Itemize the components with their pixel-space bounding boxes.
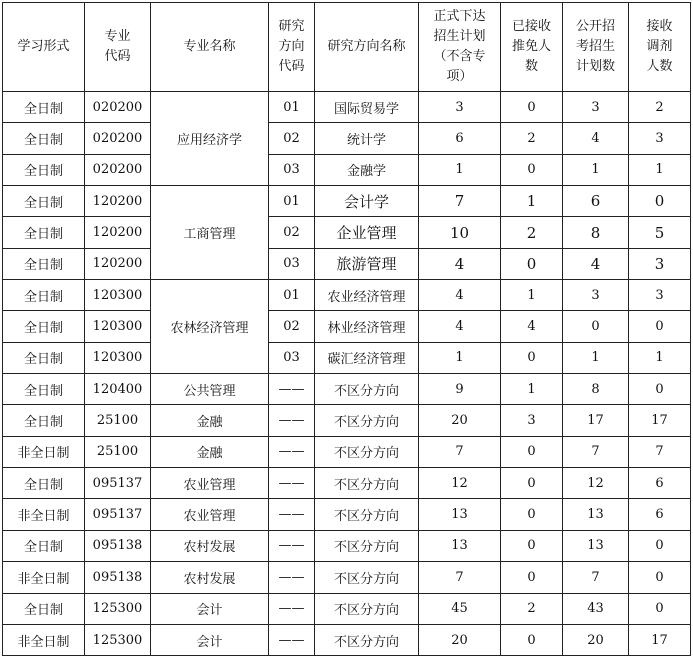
cell-exam-plan: 13 [563, 499, 629, 530]
table-row [3, 593, 691, 624]
table-row [3, 154, 691, 185]
cell-direction-code: 01 [269, 280, 315, 311]
cell-study-form: 全日制 [3, 593, 85, 624]
header-major-code: 专业 代码 [85, 3, 151, 92]
cell-adjustment: 3 [629, 280, 691, 311]
table-row [3, 436, 691, 467]
cell-major-name: 农业管理 [151, 499, 269, 530]
cell-direction-code: 03 [269, 248, 315, 279]
cell-direction-code: —— [269, 374, 315, 405]
cell-study-form: 全日制 [3, 217, 85, 248]
cell-direction-name: 旅游管理 [315, 248, 419, 279]
cell-major-name: 工商管理 [151, 186, 269, 280]
cell-official-plan: 7 [419, 186, 501, 217]
cell-official-plan: 7 [419, 436, 501, 467]
cell-direction-name: 统计学 [315, 123, 419, 154]
cell-major-code: 020200 [85, 92, 151, 123]
cell-adjustment: 5 [629, 217, 691, 248]
table-row [3, 530, 691, 561]
cell-exam-plan: 1 [563, 342, 629, 373]
cell-major-name: 应用经济学 [151, 92, 269, 186]
cell-exam-plan: 7 [563, 562, 629, 593]
cell-study-form: 全日制 [3, 374, 85, 405]
table-row [3, 311, 691, 342]
cell-official-plan: 9 [419, 374, 501, 405]
header-major-name: 专业名称 [151, 3, 269, 92]
cell-exam-plan: 4 [563, 248, 629, 279]
cell-recommended: 0 [501, 154, 563, 185]
table-row [3, 405, 691, 436]
cell-adjustment: 17 [629, 405, 691, 436]
cell-official-plan: 20 [419, 624, 501, 655]
cell-official-plan: 45 [419, 593, 501, 624]
cell-study-form: 非全日制 [3, 562, 85, 593]
cell-direction-code: —— [269, 530, 315, 561]
cell-study-form: 全日制 [3, 92, 85, 123]
cell-major-name: 会计 [151, 593, 269, 624]
cell-adjustment: 1 [629, 154, 691, 185]
cell-major-code: 095138 [85, 530, 151, 561]
cell-official-plan: 3 [419, 92, 501, 123]
cell-direction-name: 不区分方向 [315, 593, 419, 624]
cell-direction-code: 02 [269, 123, 315, 154]
cell-direction-name: 国际贸易学 [315, 92, 419, 123]
cell-major-code: 25100 [85, 436, 151, 467]
cell-study-form: 全日制 [3, 154, 85, 185]
cell-exam-plan: 43 [563, 593, 629, 624]
cell-major-code: 020200 [85, 154, 151, 185]
cell-direction-name: 不区分方向 [315, 468, 419, 499]
cell-adjustment: 1 [629, 342, 691, 373]
cell-recommended: 0 [501, 468, 563, 499]
header-exam-plan: 公开招 考招生 计划数 [563, 3, 629, 92]
cell-recommended: 0 [501, 342, 563, 373]
cell-adjustment: 3 [629, 123, 691, 154]
cell-study-form: 非全日制 [3, 624, 85, 655]
cell-official-plan: 4 [419, 311, 501, 342]
table-row [3, 562, 691, 593]
cell-direction-name: 碳汇经济管理 [315, 342, 419, 373]
cell-study-form: 全日制 [3, 280, 85, 311]
cell-direction-name: 不区分方向 [315, 436, 419, 467]
cell-major-name: 金融 [151, 436, 269, 467]
cell-direction-name: 不区分方向 [315, 562, 419, 593]
cell-adjustment: 3 [629, 248, 691, 279]
cell-major-code: 020200 [85, 123, 151, 154]
cell-adjustment: 0 [629, 311, 691, 342]
cell-study-form: 非全日制 [3, 499, 85, 530]
cell-exam-plan: 17 [563, 405, 629, 436]
cell-recommended: 4 [501, 311, 563, 342]
cell-official-plan: 1 [419, 154, 501, 185]
cell-exam-plan: 3 [563, 280, 629, 311]
cell-major-code: 120400 [85, 374, 151, 405]
cell-major-name: 农村发展 [151, 562, 269, 593]
cell-direction-name: 金融学 [315, 154, 419, 185]
cell-direction-code: 02 [269, 217, 315, 248]
table-row [3, 468, 691, 499]
cell-recommended: 0 [501, 562, 563, 593]
cell-recommended: 0 [501, 530, 563, 561]
cell-exam-plan: 8 [563, 217, 629, 248]
cell-study-form: 非全日制 [3, 436, 85, 467]
cell-major-name: 会计 [151, 624, 269, 655]
cell-exam-plan: 3 [563, 92, 629, 123]
cell-exam-plan: 1 [563, 154, 629, 185]
table-row [3, 374, 691, 405]
cell-study-form: 全日制 [3, 123, 85, 154]
cell-official-plan: 4 [419, 280, 501, 311]
cell-recommended: 0 [501, 624, 563, 655]
cell-direction-code: —— [269, 624, 315, 655]
cell-official-plan: 6 [419, 123, 501, 154]
cell-direction-code: —— [269, 468, 315, 499]
cell-official-plan: 13 [419, 530, 501, 561]
cell-direction-name: 不区分方向 [315, 624, 419, 655]
cell-major-code: 125300 [85, 593, 151, 624]
cell-adjustment: 7 [629, 436, 691, 467]
cell-major-name: 农村发展 [151, 530, 269, 561]
table-row [3, 186, 691, 217]
header-recommended: 已接收 推免人 数 [501, 3, 563, 92]
cell-direction-code: —— [269, 436, 315, 467]
header-direction-code: 研究 方向 代码 [269, 3, 315, 92]
cell-exam-plan: 13 [563, 530, 629, 561]
cell-study-form: 全日制 [3, 468, 85, 499]
cell-exam-plan: 20 [563, 624, 629, 655]
cell-exam-plan: 0 [563, 311, 629, 342]
cell-major-code: 120300 [85, 311, 151, 342]
cell-recommended: 1 [501, 280, 563, 311]
cell-official-plan: 10 [419, 217, 501, 248]
cell-direction-name: 企业管理 [315, 217, 419, 248]
cell-official-plan: 13 [419, 499, 501, 530]
table-row [3, 342, 691, 373]
cell-direction-name: 不区分方向 [315, 530, 419, 561]
cell-recommended: 3 [501, 405, 563, 436]
cell-adjustment: 2 [629, 92, 691, 123]
cell-exam-plan: 6 [563, 186, 629, 217]
table-row [3, 92, 691, 123]
cell-official-plan: 20 [419, 405, 501, 436]
cell-recommended: 0 [501, 248, 563, 279]
cell-direction-code: —— [269, 593, 315, 624]
cell-official-plan: 4 [419, 248, 501, 279]
cell-official-plan: 7 [419, 562, 501, 593]
header-study-form: 学习形式 [3, 3, 85, 92]
header-direction-name: 研究方向名称 [315, 3, 419, 92]
cell-adjustment: 0 [629, 186, 691, 217]
header-row [3, 3, 691, 92]
cell-exam-plan: 12 [563, 468, 629, 499]
cell-official-plan: 1 [419, 342, 501, 373]
enrollment-plan-table [2, 2, 691, 656]
cell-direction-name: 不区分方向 [315, 499, 419, 530]
table-row [3, 499, 691, 530]
cell-recommended: 2 [501, 593, 563, 624]
cell-adjustment: 6 [629, 499, 691, 530]
cell-study-form: 全日制 [3, 530, 85, 561]
cell-direction-code: 02 [269, 311, 315, 342]
cell-adjustment: 0 [629, 562, 691, 593]
cell-major-code: 095137 [85, 499, 151, 530]
cell-study-form: 全日制 [3, 405, 85, 436]
cell-major-code: 120300 [85, 342, 151, 373]
cell-direction-code: 01 [269, 186, 315, 217]
cell-major-code: 120300 [85, 280, 151, 311]
header-adjustment: 接收 调剂 人数 [629, 3, 691, 92]
cell-recommended: 2 [501, 123, 563, 154]
cell-exam-plan: 4 [563, 123, 629, 154]
table-row [3, 624, 691, 655]
cell-official-plan: 12 [419, 468, 501, 499]
cell-direction-name: 农业经济管理 [315, 280, 419, 311]
cell-major-name: 农林经济管理 [151, 280, 269, 374]
cell-major-code: 120200 [85, 248, 151, 279]
table-row [3, 248, 691, 279]
cell-recommended: 1 [501, 374, 563, 405]
cell-direction-code: 03 [269, 342, 315, 373]
cell-major-name: 公共管理 [151, 374, 269, 405]
cell-study-form: 全日制 [3, 248, 85, 279]
cell-study-form: 全日制 [3, 311, 85, 342]
cell-exam-plan: 7 [563, 436, 629, 467]
table-row [3, 123, 691, 154]
cell-direction-code: 01 [269, 92, 315, 123]
cell-adjustment: 0 [629, 530, 691, 561]
table-row [3, 217, 691, 248]
cell-adjustment: 17 [629, 624, 691, 655]
cell-major-code: 120200 [85, 217, 151, 248]
cell-major-code: 095137 [85, 468, 151, 499]
cell-recommended: 1 [501, 186, 563, 217]
cell-recommended: 0 [501, 436, 563, 467]
cell-direction-code: —— [269, 499, 315, 530]
cell-study-form: 全日制 [3, 342, 85, 373]
cell-recommended: 0 [501, 92, 563, 123]
cell-direction-code: 03 [269, 154, 315, 185]
cell-recommended: 0 [501, 499, 563, 530]
cell-study-form: 全日制 [3, 186, 85, 217]
table-row [3, 280, 691, 311]
cell-direction-name: 会计学 [315, 186, 419, 217]
cell-direction-name: 不区分方向 [315, 405, 419, 436]
cell-major-code: 095138 [85, 562, 151, 593]
cell-direction-code: —— [269, 562, 315, 593]
header-official-plan: 正式下达 招生计划 （不含专 项） [419, 3, 501, 92]
cell-exam-plan: 8 [563, 374, 629, 405]
cell-major-name: 金融 [151, 405, 269, 436]
cell-major-code: 125300 [85, 624, 151, 655]
cell-recommended: 2 [501, 217, 563, 248]
cell-direction-name: 林业经济管理 [315, 311, 419, 342]
cell-major-code: 25100 [85, 405, 151, 436]
cell-adjustment: 0 [629, 374, 691, 405]
cell-major-name: 农业管理 [151, 468, 269, 499]
cell-major-code: 120200 [85, 186, 151, 217]
cell-adjustment: 6 [629, 468, 691, 499]
cell-direction-name: 不区分方向 [315, 374, 419, 405]
cell-direction-code: —— [269, 405, 315, 436]
cell-adjustment: 0 [629, 593, 691, 624]
